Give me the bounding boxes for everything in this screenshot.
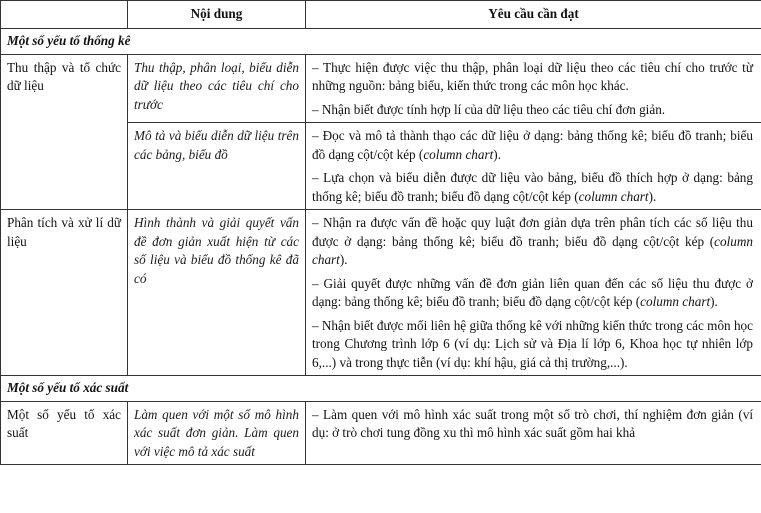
section-title-probability: Một số yếu tố xác suất xyxy=(1,376,761,402)
requirement-term: column chart xyxy=(312,233,753,267)
content-cell: Mô tả và biểu diễn dữ liệu trên các bảng, biểu đồ xyxy=(128,123,306,210)
section-row-probability xyxy=(1,376,761,402)
header-content-cell: Nội dung xyxy=(128,1,306,29)
requirement-text: – Nhận ra được vấn đề hoặc quy luật đơn giản dựa trên phân tích các số liệu thu được ở dạng: bảng thống kê; biểu đồ tranh; biểu đồ dạng cột/cột kép ( xyxy=(312,215,753,249)
content-cell: Hình thành và giải quyết vấn đề đơn giản xuất hiện từ các số liệu và biểu đồ thống kê đã có xyxy=(128,210,306,376)
header-topic-cell xyxy=(1,1,128,29)
requirement-term: column chart xyxy=(423,146,494,162)
topic-cell: Một số yếu tố xác suất xyxy=(1,401,128,465)
requirement-item: – Thực hiện được việc thu thập, phân loại dữ liệu theo các tiêu chí cho trước từ những nguồn: bảng biểu, kiến thức trong các môn học khác. xyxy=(312,59,753,93)
requirement-item: – Làm quen với mô hình xác suất trong một số trò chơi, thí nghiệm đơn giản (ví dụ: ở trò chơi tung đồng xu thì mô hình xác suất gồm hai khả xyxy=(312,406,753,440)
content-cell: Thu thập, phân loại, biểu diễn dữ liệu theo các tiêu chí cho trước xyxy=(128,54,306,123)
section-title-statistics: Một số yếu tố thống kê xyxy=(1,29,761,55)
requirement-text: ). xyxy=(339,252,348,267)
table-row xyxy=(1,54,761,123)
requirement-text: – Đọc và mô tả thành thạo các dữ liệu ở dạng: bảng thống kê; biểu đồ tranh; biểu đồ dạng cột/cột kép ( xyxy=(312,128,753,162)
requirement-cell xyxy=(306,210,761,376)
requirement-text: ). xyxy=(493,146,501,162)
table-row xyxy=(1,210,761,376)
requirement-text: ). xyxy=(710,294,718,309)
table-header-row xyxy=(1,1,761,29)
topic-cell: Thu thập và tổ chức dữ liệu xyxy=(1,54,128,210)
requirement-text: – Giải quyết được những vấn đề đơn giản liên quan đến các số liệu thu được ở dạng: bảng thống kê; biểu đồ tranh; biểu đồ dạng cột/cột kép ( xyxy=(312,275,753,309)
table-row xyxy=(1,401,761,465)
requirement-cell xyxy=(306,401,761,465)
requirement-text: – Lựa chọn và biểu diễn được dữ liệu vào bảng, biểu đồ thích hợp ở dạng: bảng thống kê; biểu đồ tranh; biểu đồ dạng cột/cột kép ( xyxy=(312,170,753,204)
topic-cell: Phân tích và xử lí dữ liệu xyxy=(1,210,128,376)
requirement-item xyxy=(312,127,753,164)
section-row-statistics xyxy=(1,29,761,55)
requirement-cell xyxy=(306,123,761,210)
requirement-item: – Nhận biết được tính hợp lí của dữ liệu theo các tiêu chí đơn giản. xyxy=(312,101,666,117)
requirement-item xyxy=(312,275,753,312)
requirement-term: column chart xyxy=(640,294,711,309)
content-cell: Làm quen với một số mô hình xác suất đơn giản. Làm quen với việc mô tả xác suất xyxy=(128,401,306,465)
requirement-text: ). xyxy=(648,188,657,204)
requirement-item: – Nhận biết được mối liên hệ giữa thống kê với những kiến thức trong các môn học trong Chương trình lớp 6 (ví dụ: Lịch sử và Địa lí lớp 6, Khoa học tự nhiên lớp 6,...) và trong thực tiễn (ví dụ: khí hậu, giá cả thị trường,...). xyxy=(312,317,753,370)
requirement-cell xyxy=(306,54,761,123)
header-requirement-cell: Yêu cầu cần đạt xyxy=(306,1,761,29)
requirement-item xyxy=(312,169,753,206)
requirement-item xyxy=(312,214,753,270)
requirement-term: column chart xyxy=(578,188,649,204)
